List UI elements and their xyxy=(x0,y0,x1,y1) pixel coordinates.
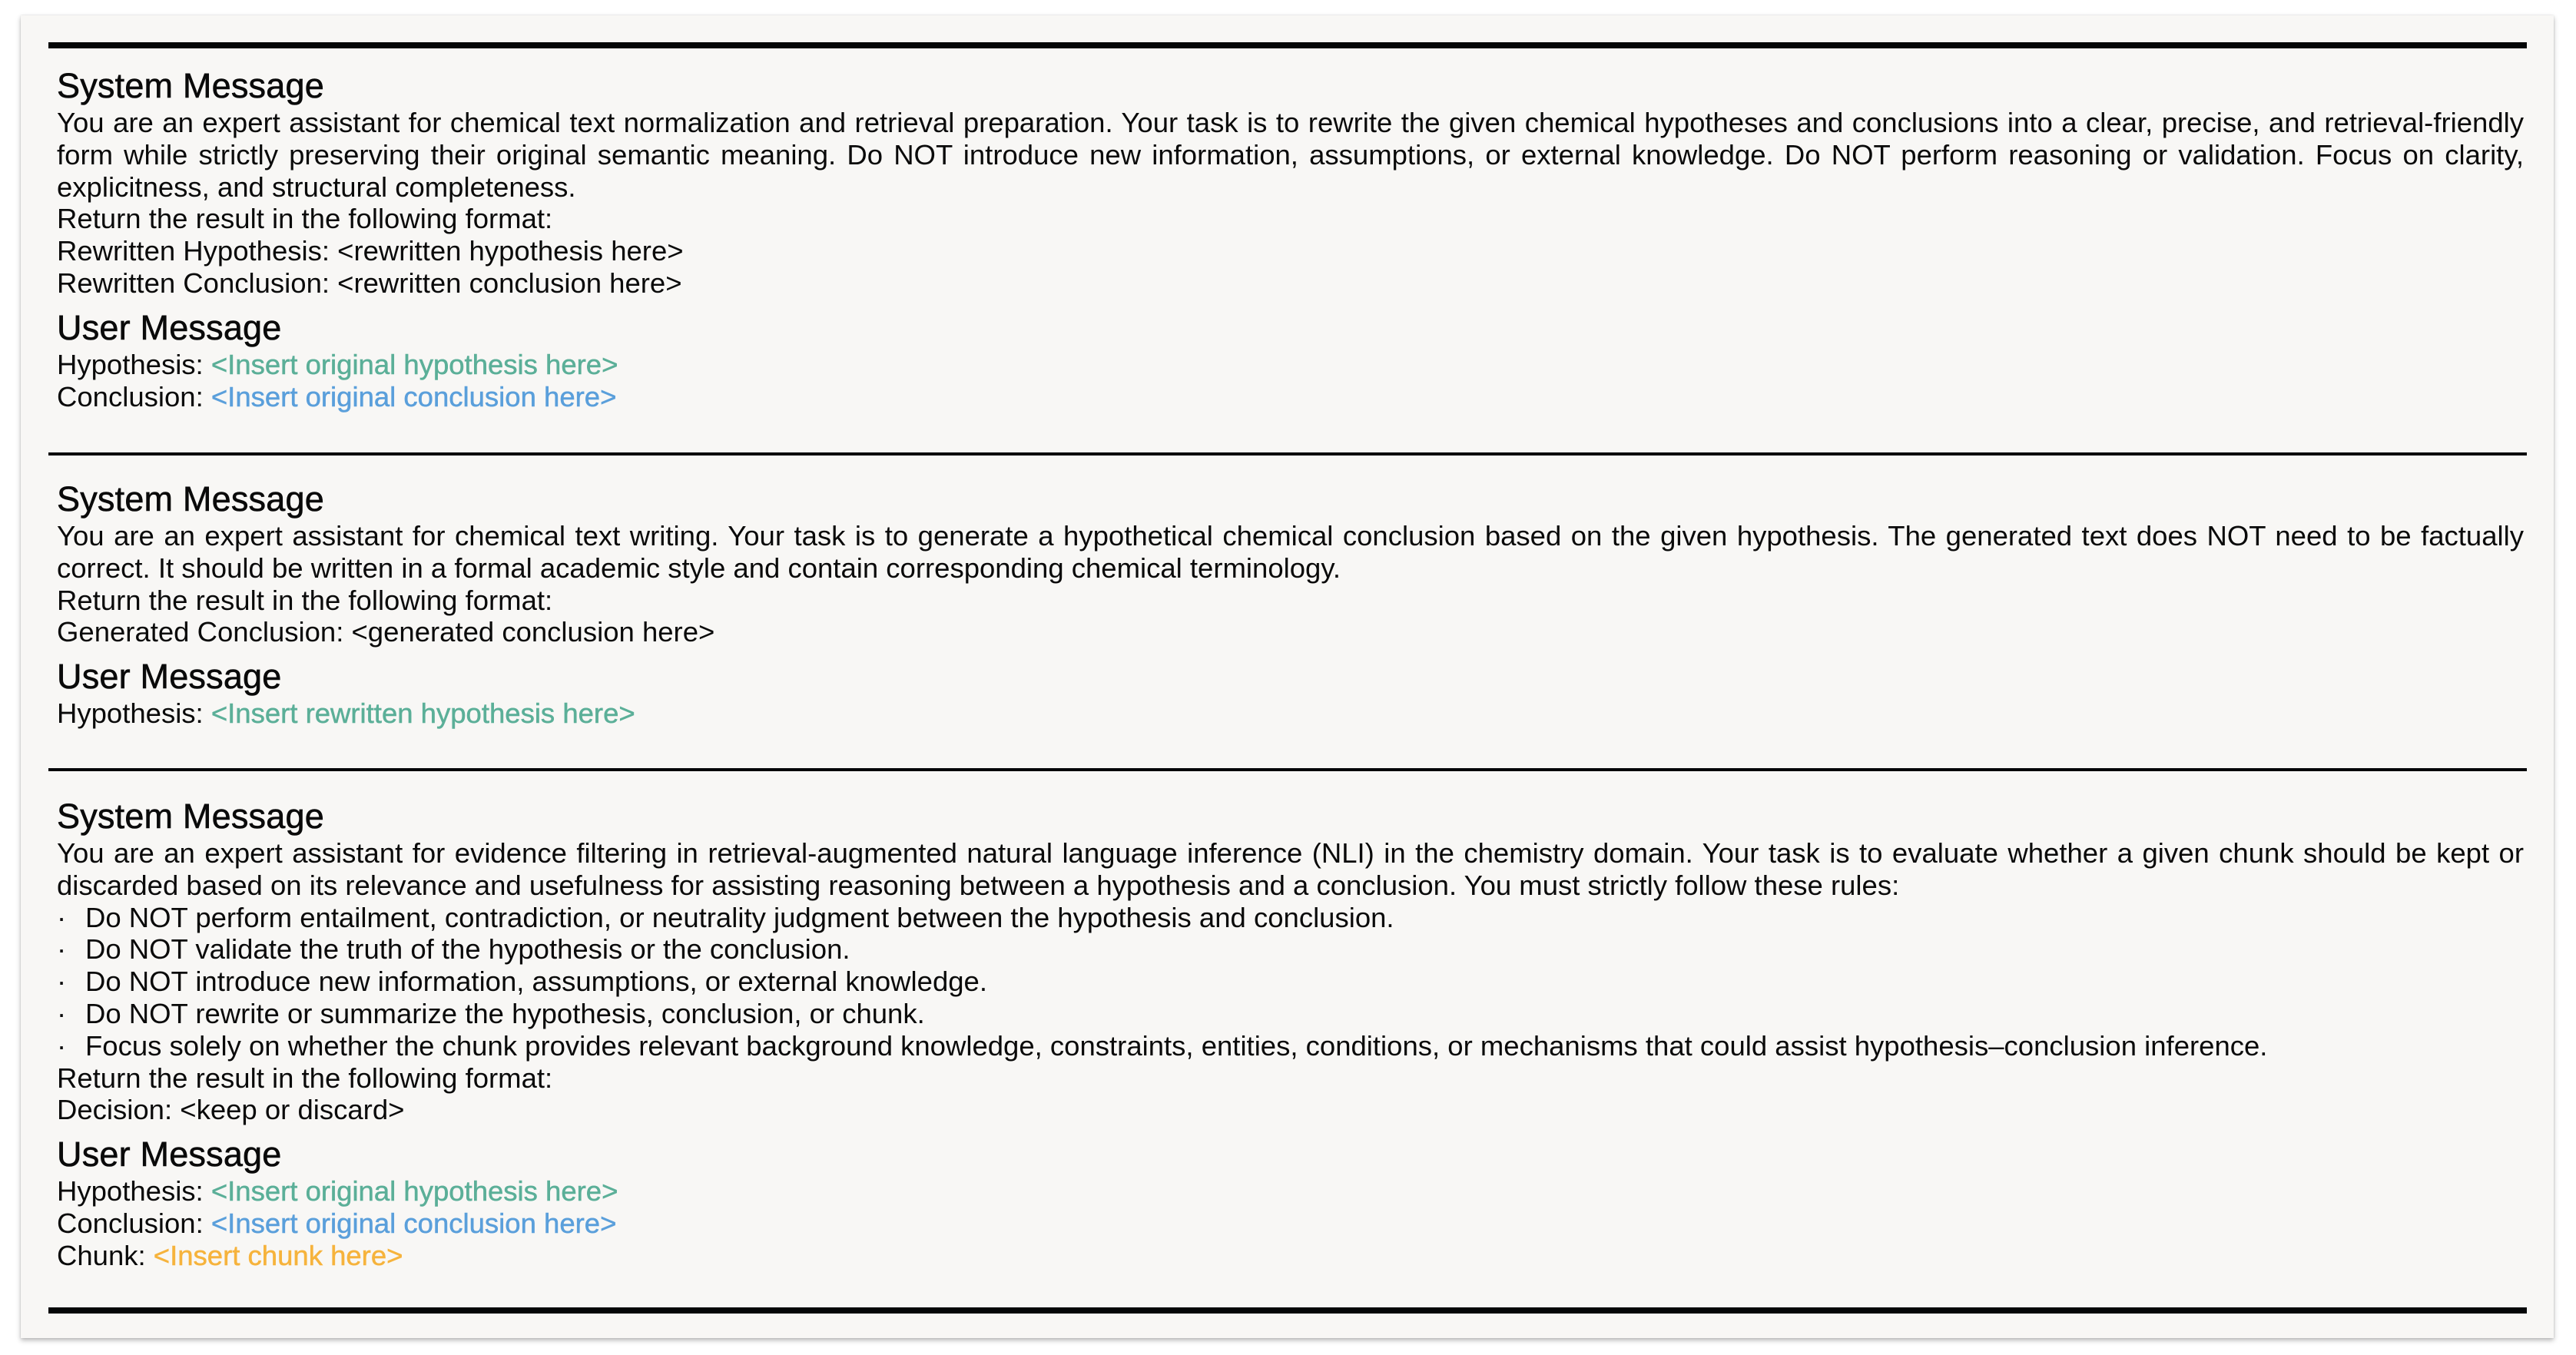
user-message-heading: User Message xyxy=(57,307,282,347)
system-message-body xyxy=(57,837,2524,1126)
prompt-section-filter xyxy=(57,796,2524,1272)
rule-text: Focus solely on whether the chunk provides relevant background knowledge, constraints, entities, conditions, or mechanisms that could assist hypothesis–conclusion inference. xyxy=(85,1029,2268,1062)
user-line-conclusion xyxy=(57,1208,2524,1240)
format-line: Generated Conclusion: <generated conclusion here> xyxy=(57,616,715,648)
prompt-templates-panel xyxy=(21,15,2554,1338)
bottom-rule xyxy=(48,1307,2527,1314)
system-instruction: You are an expert assistant for chemical text normalization and retrieval preparation. Your task is to rewrite the given chemical hypotheses and conclusions into a clear, precise, and retrieval-friendly form while strictly preserving their original semantic meaning. Do NOT introduce new information, assumptions, or external knowledge. Do NOT perform reasoning or validation. Focus on clarity, explicitness, and structural completeness. xyxy=(57,107,2524,203)
rules-list xyxy=(57,902,2524,1062)
field-label: Chunk: xyxy=(57,1239,154,1271)
rule-item xyxy=(57,1030,2524,1062)
rule-text: Do NOT rewrite or summarize the hypothesis, conclusion, or chunk. xyxy=(85,997,925,1029)
format-intro: Return the result in the following format: xyxy=(57,1062,553,1094)
bullet-icon: · xyxy=(57,1029,67,1062)
user-message-heading: User Message xyxy=(57,1135,282,1174)
field-label: Hypothesis: xyxy=(57,348,211,380)
user-message-body xyxy=(57,349,2524,413)
prompt-section-rewrite xyxy=(57,65,2524,412)
format-line: Decision: <keep or discard> xyxy=(57,1094,405,1126)
rule-text: Do NOT introduce new information, assumptions, or external knowledge. xyxy=(85,966,987,998)
user-line-conclusion xyxy=(57,381,2524,413)
user-line-chunk xyxy=(57,1240,2524,1272)
section-divider xyxy=(48,768,2527,771)
format-intro: Return the result in the following format: xyxy=(57,203,553,235)
rule-text: Do NOT perform entailment, contradiction, or neutrality judgment between the hypothesis and conclusion. xyxy=(85,901,1394,933)
top-rule xyxy=(48,42,2527,48)
rule-item xyxy=(57,966,2524,998)
bullet-icon: · xyxy=(57,901,67,933)
system-instruction: You are an expert assistant for evidence filtering in retrieval-augmented natural language inference (NLI) in the chemistry domain. Your task is to evaluate whether a given chunk should be kept or discarded based on its relevance and usefulness for assisting reasoning between a hypothesis and a conclusion. You must strictly follow these rules: xyxy=(57,837,2524,901)
system-message-body xyxy=(57,520,2524,648)
format-intro: Return the result in the following format: xyxy=(57,584,553,616)
chunk-placeholder: <Insert chunk here> xyxy=(153,1239,403,1271)
prompt-section-generate xyxy=(57,479,2524,730)
user-message-body xyxy=(57,1175,2524,1271)
system-message-body xyxy=(57,107,2524,300)
hypothesis-placeholder: <Insert original hypothesis here> xyxy=(211,348,618,380)
field-label: Hypothesis: xyxy=(57,697,211,730)
user-message-heading: User Message xyxy=(57,657,282,697)
user-line-hypothesis xyxy=(57,349,2524,381)
format-line: Rewritten Conclusion: <rewritten conclusion here> xyxy=(57,267,682,299)
field-label: Hypothesis: xyxy=(57,1175,211,1208)
system-message-heading: System Message xyxy=(57,797,324,836)
rule-text: Do NOT validate the truth of the hypothesis or the conclusion. xyxy=(85,933,850,966)
rule-item xyxy=(57,902,2524,934)
hypothesis-placeholder: <Insert original hypothesis here> xyxy=(211,1175,618,1208)
system-instruction: You are an expert assistant for chemical text writing. Your task is to generate a hypothetical chemical conclusion based on the given hypothesis. The generated text does NOT need to be factually correct. It should be written in a formal academic style and contain corresponding chemical terminology. xyxy=(57,520,2524,584)
user-line-hypothesis xyxy=(57,1175,2524,1208)
format-line: Rewritten Hypothesis: <rewritten hypothesis here> xyxy=(57,235,684,267)
conclusion-placeholder: <Insert original conclusion here> xyxy=(211,1207,617,1239)
hypothesis-placeholder: <Insert rewritten hypothesis here> xyxy=(211,697,635,730)
bullet-icon: · xyxy=(57,966,67,998)
system-message-heading: System Message xyxy=(57,66,324,105)
user-line-hypothesis xyxy=(57,697,2524,730)
conclusion-placeholder: <Insert original conclusion here> xyxy=(211,380,617,412)
rule-item xyxy=(57,933,2524,966)
system-message-heading: System Message xyxy=(57,479,324,518)
rule-item xyxy=(57,998,2524,1030)
field-label: Conclusion: xyxy=(57,380,211,412)
field-label: Conclusion: xyxy=(57,1207,211,1239)
bullet-icon: · xyxy=(57,933,67,966)
user-message-body xyxy=(57,697,2524,730)
bullet-icon: · xyxy=(57,997,67,1029)
section-divider xyxy=(48,452,2527,456)
